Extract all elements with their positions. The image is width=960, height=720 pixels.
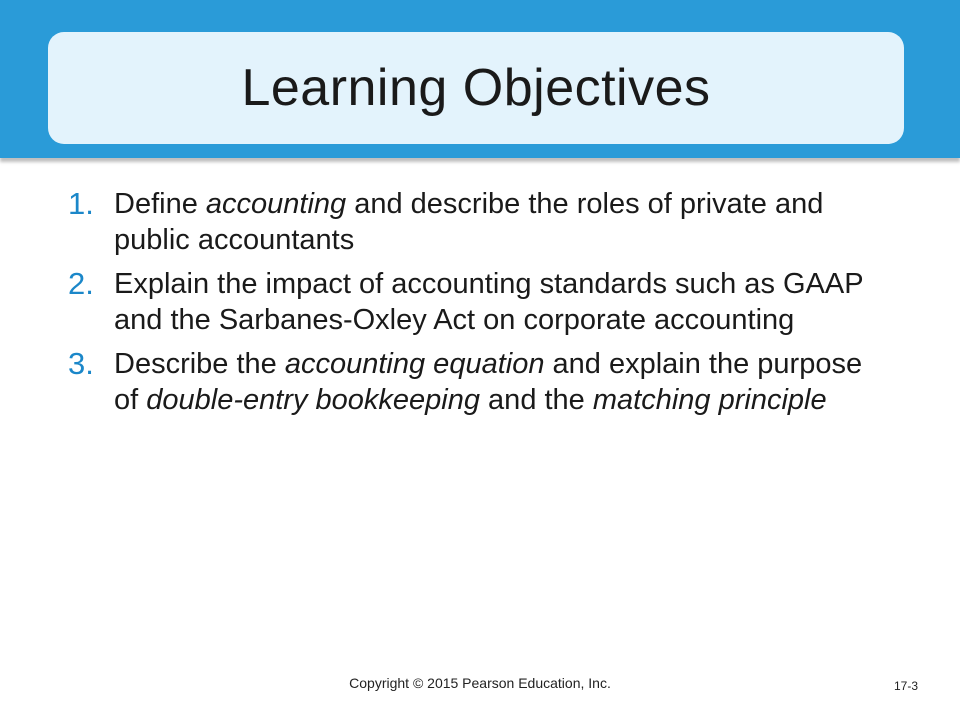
objective-text [114,188,823,256]
slide-title: Learning Objectives [241,59,711,117]
objective-item [68,346,888,418]
objectives-list [68,186,888,426]
objective-text-part: Explain the impact of accounting standards such as GAAP and the Sarbanes-Oxley Act on corporate accounting [114,268,864,336]
title-box [48,32,904,144]
objective-text-part: and explain the purpose of [114,348,863,416]
objective-item [68,266,888,338]
objective-emphasis: matching principle [592,384,827,416]
objective-text-part: Define [114,188,206,220]
objective-text-part: Describe the [114,348,285,380]
objective-number: 1. [68,186,94,221]
objective-text [114,348,862,416]
objective-text-part: and describe the roles of private and public accountants [114,188,824,256]
objective-text [114,268,863,336]
objective-emphasis: accounting equation [284,348,545,380]
objective-text-part: and the [480,384,593,416]
objective-emphasis: accounting [205,188,347,220]
objective-number: 3. [68,346,94,381]
objective-item [68,186,888,258]
objective-emphasis: double-entry bookkeeping [146,384,480,416]
copyright-text: Copyright © 2015 Pearson Education, Inc. [349,675,611,691]
objective-number: 2. [68,266,94,301]
page-number: 17-3 [893,679,918,693]
